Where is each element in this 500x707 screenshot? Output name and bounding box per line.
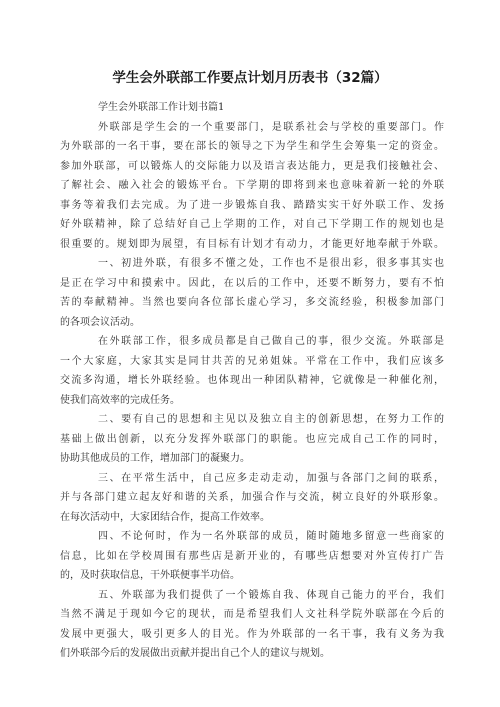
paragraph-line: 协助其他成员的工作，增加部门的凝聚力。 [60,453,250,464]
paragraph-line: 的，及时获取信息，干外联便事半功倍。 [60,570,240,581]
document-body [60,98,444,664]
paragraph-line: 当然不满足于现如今它的现状，而是希望我们人文社科学院外联部在今后的 [60,609,444,620]
paragraph-line: 是正在学习中和摸索中。因此，在以后的工作中，还要不断努力，要有不怕 [60,277,444,289]
paragraph-line: 信息，比如在学校周围有那些店是新开业的，有哪些店想要对外宣传打广告 [60,550,444,562]
section-subheading: 学生会外联部工作计划书篇1 [98,102,225,113]
paragraph-6 [60,527,444,586]
paragraph-line: 交流多沟通，增长外联经验。也体现出一种团队精神，它就像是一种催化剂， [60,375,444,386]
paragraph-line: 三、在平常生活中，自己应多走动走动，加强与各部门之间的联系， [98,472,444,484]
paragraph-line: 参加外联部，可以锻炼人的交际能力以及语言表达能力，更是我们接触社会、 [60,160,444,172]
paragraph-line: 并与各部门建立起友好和谐的关系，加强合作与交流，树立良好的外联形象。 [60,492,444,503]
paragraph-line: 为外联部的一名干事，要在部长的领导之下为学生和学生会筹集一定的资金。 [60,141,444,152]
paragraph-line: 使我们高效率的完成任务。 [60,394,180,406]
paragraph-5 [60,469,444,528]
paragraph-line: 一个大家庭，大家其实是同甘共苦的兄弟姐妹。平常在工作中，我们应该多 [60,355,444,367]
paragraph-line: 四、不论何时，作为一名外联部的成员，随时随地多留意一些商家的 [98,531,444,542]
paragraph-line: 外联部是学生会的一个重要部门，是联系社会与学校的重要部门。作 [98,121,444,133]
paragraph-line: 苦的奉献精神。当然也要向各位部长虚心学习，多交流经验，积极参加部门 [60,297,444,308]
paragraph-7 [60,586,444,664]
paragraph-line: 事务等着我们去完成。为了进一步锻炼自我、踏踏实实干好外联工作、发扬 [60,199,444,211]
paragraph-2 [60,254,444,332]
paragraph-line: 发展中更强大，吸引更多人的目光。作为外联部的一名干事，我有义务为我 [60,628,444,640]
paragraph-line: 一、初进外联，有很多不懂之处，工作也不是很出彩，很多事其实也 [98,258,444,269]
paragraph-line: 基础上做出创新，以充分发挥外联部门的职能。也应完成自己工作的同时， [60,433,444,445]
paragraph-line: 的各项会议活动。 [60,316,140,328]
paragraph-line: 在每次活动中，大家团结合作，提高工作效率。 [60,511,270,523]
document-title: 学生会外联部工作要点计划月历表书（32篇） [112,70,388,86]
paragraph-line: 在外联部工作，很多成员都是自己做自己的事，很少交流。外联部是 [98,336,444,347]
paragraph-line: 二、要有自己的思想和主见以及独立自主的创新思想，在努力工作的 [98,414,444,425]
paragraph-4 [60,410,444,469]
paragraph-3 [60,332,444,410]
paragraph-line: 很重要的。规划即为展望，有目标有计划才有动力，才能更好地奉献于外联。 [60,238,444,250]
paragraph-line: 了解社会、融入社会的锻炼平台。下学期的即将到来也意味着新一轮的外联 [60,180,444,191]
paragraph-line: 好外联精神，除了总结好自己上学期的工作，对自己下学期工作的规划也是 [60,219,444,230]
paragraph-line: 五、外联部为我们提供了一个锻炼自我、体现自己能力的平台，我们 [98,589,444,601]
paragraph-1 [60,118,444,255]
paragraph-line: 们外联部今后的发展做出贡献并提出自己个人的建议与规划。 [60,648,330,659]
